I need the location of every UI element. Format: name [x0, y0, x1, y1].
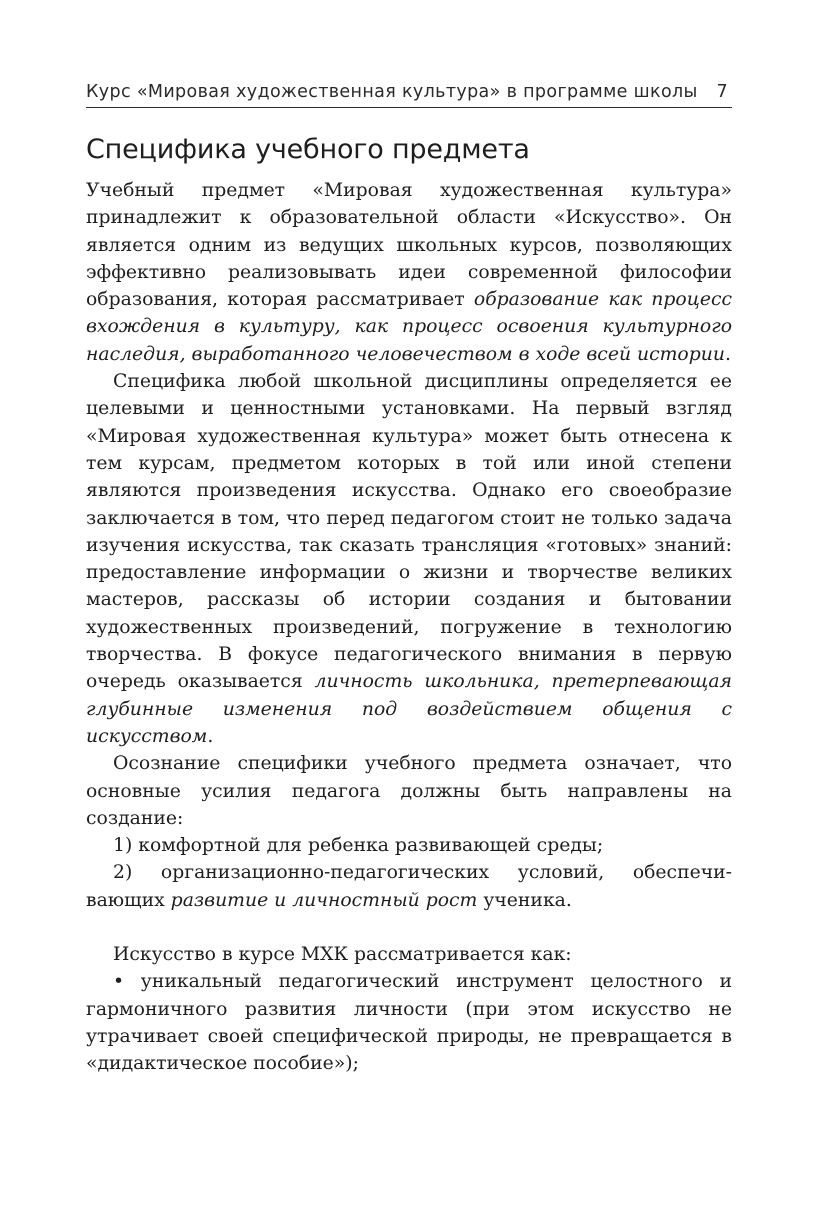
- paragraph-1-end: .: [724, 343, 731, 365]
- body-text: [86, 177, 732, 1078]
- paragraph-4: [86, 941, 732, 968]
- list-item-2: [86, 859, 732, 914]
- paragraph-2-end: .: [207, 725, 214, 747]
- paragraph-2-text: Специфика любой школьной дисциплины определяется ее целевыми и ценностными установками. На первый взгляд «Мировая художественная культура» может быть отнесена к тем курсам, предметом которых в той или иной степени являются произведения искусства. Однако его своеобразие заключается в том, что перед педагогом стоит не только задача изучения искусства, так сказать трансляция «готовых» знаний: предоставление информации о жизни и творчестве великих мастеров, рассказы об истории создания и бытовании художественных произведений, погружение в технологию творчества. В фокусе педагогического внимания в первую очередь оказывается: [86, 371, 732, 693]
- page-number: 7: [716, 82, 728, 102]
- paragraph-1: [86, 177, 732, 368]
- paragraph-1-emphasis: образование как процесс вхождения в культуру, как процесс освоения культурного наследия, выработанного человечеством в ходе всей истории: [86, 289, 732, 365]
- running-title: Курс «Мировая художественная культура» в программе школы: [86, 82, 698, 102]
- paragraph-3-text: Осознание специфики учебного предмета означает, что основные усилия педагога должны быть направлены на создание:: [86, 753, 732, 829]
- paragraph-3: [86, 750, 732, 832]
- paragraph-2-emphasis: личность школьника, претерпевающая глубинные изменения под воздействием общения с искусством: [86, 671, 732, 747]
- running-header: [86, 82, 732, 108]
- paragraph-4-text: Искусство в курсе МХК рассматривается как:: [113, 944, 572, 966]
- section-title: Специфика учебного предмета: [86, 134, 530, 165]
- list-item-2-text: 2) организационно-педагогических условий, обеспечивающих: [86, 862, 732, 911]
- list-item-1-text: 1) комфортной для ребенка развивающей среды;: [113, 835, 604, 857]
- bullet-item-1: [86, 968, 732, 1077]
- book-page: [86, 82, 732, 1078]
- list-item-2-emphasis: развитие и личностный рост: [170, 889, 478, 911]
- list-item-1: [86, 832, 732, 859]
- paragraph-2: [86, 368, 732, 750]
- list-item-2-end: ученика.: [477, 889, 572, 911]
- bullet-item-1-text: • уникальный педагогический инструмент целостного и гармоничного развития личности (при этом искусство не утрачивает своей специфической природы, не превращается в «дидактическое пособие»);: [86, 971, 732, 1075]
- paragraph-1-text: Учебный предмет «Мировая художественная культура» принадлежит к образовательной области «Искусство». Он является одним из ведущих школьных курсов, позволяющих эффективно реализовывать идеи современной философии образования, которая рассматривает: [86, 180, 732, 311]
